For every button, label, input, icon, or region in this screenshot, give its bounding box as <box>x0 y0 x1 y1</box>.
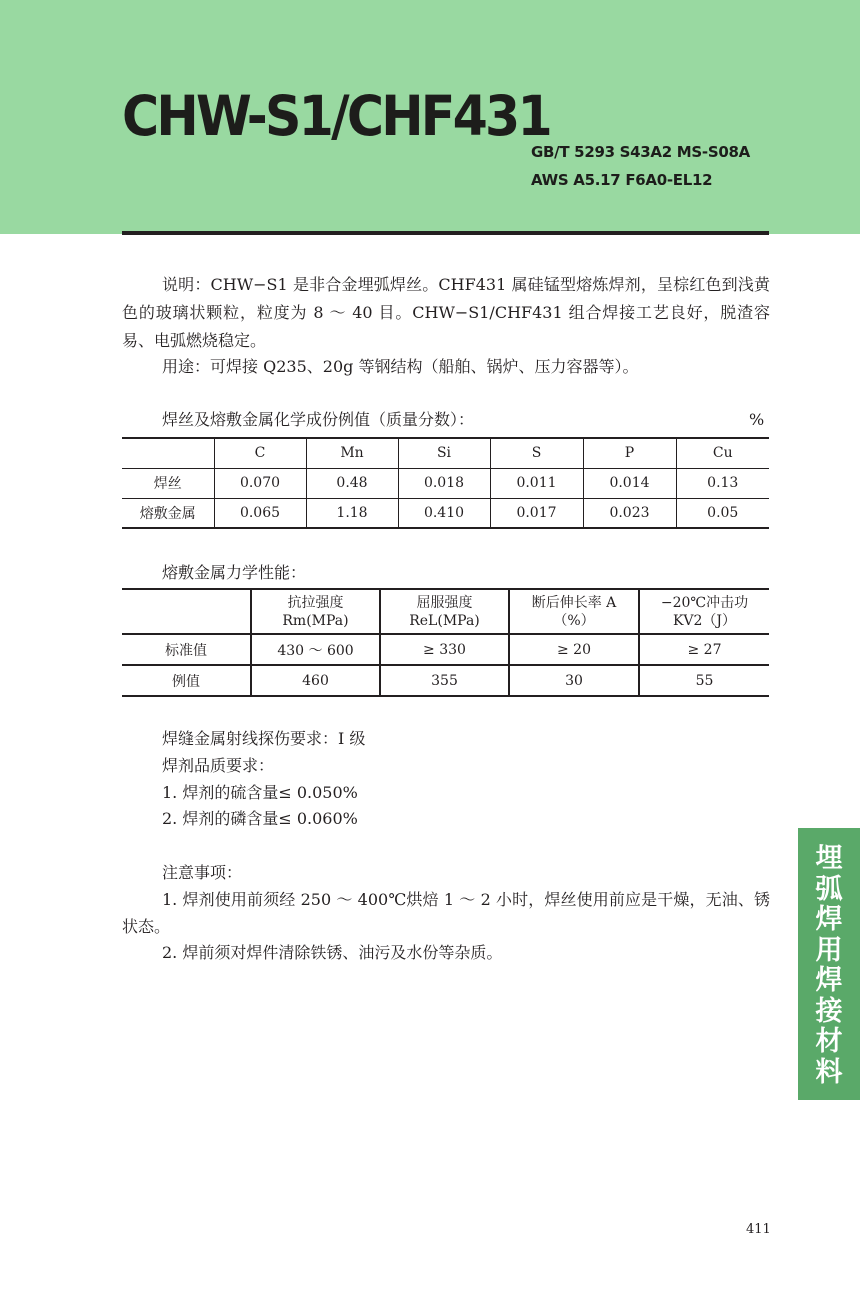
chemical-header-cell: Si <box>398 438 490 468</box>
mechanical-header-row <box>122 589 769 634</box>
radiography-line <box>162 726 365 752</box>
table-cell: 430 ～ 600 <box>251 634 380 665</box>
table-cell: 0.014 <box>583 468 676 498</box>
row-label: 例值 <box>122 665 251 696</box>
chemical-header-row <box>122 438 769 468</box>
side-tab-char: 用 <box>815 934 843 966</box>
table-row <box>122 468 769 498</box>
radiography-label: 焊缝金属射线探伤要求 <box>162 729 323 748</box>
table-cell: 55 <box>639 665 769 696</box>
table-cell: 0.13 <box>676 468 769 498</box>
table-cell: 0.410 <box>398 498 490 528</box>
product-title: CHW-S1/CHF431 <box>122 84 550 148</box>
header-line: 屈服强度 <box>416 594 473 611</box>
standard-aws: AWS A5.17 F6A0-EL12 <box>531 171 713 189</box>
row-label: 熔敷金属 <box>122 498 214 528</box>
table-cell: 30 <box>509 665 639 696</box>
mechanical-header-cell <box>122 589 251 634</box>
side-tab-char: 弧 <box>815 873 843 905</box>
chemical-header-cell: Mn <box>306 438 398 468</box>
mechanical-title: 熔敷金属力学性能： <box>162 563 307 582</box>
notes-title: 注意事项： <box>162 863 243 882</box>
table-cell: 0.017 <box>490 498 583 528</box>
side-tab-char: 材 <box>815 1026 843 1057</box>
side-tab-char: 料 <box>815 1056 843 1088</box>
row-label: 焊丝 <box>122 468 214 498</box>
table-cell: 0.05 <box>676 498 769 528</box>
header-line: KV2（J） <box>672 612 737 629</box>
header-line: ReL(MPa) <box>409 612 480 629</box>
chemical-header-cell: C <box>214 438 306 468</box>
chemical-title: 焊丝及熔敷金属化学成份例值（质量分数）： <box>162 410 475 429</box>
header-line: （%） <box>553 612 595 629</box>
table-cell: 0.018 <box>398 468 490 498</box>
flux-quality-item: 1. 焊剂的硫含量≤ 0.050% <box>162 783 358 802</box>
table-cell: 0.023 <box>583 498 676 528</box>
radiography-value: ：I 级 <box>322 729 366 748</box>
table-cell: 0.070 <box>214 468 306 498</box>
mechanical-header-cell <box>251 589 380 634</box>
table-cell: 0.065 <box>214 498 306 528</box>
mechanical-header-cell <box>509 589 639 634</box>
table-row <box>122 498 769 528</box>
side-tab-char: 焊 <box>815 904 843 935</box>
mechanical-header-cell <box>380 589 509 634</box>
table-cell: 0.011 <box>490 468 583 498</box>
flux-quality-title: 焊剂品质要求： <box>162 756 275 775</box>
header-rule <box>122 231 769 235</box>
description-label: 说明： <box>162 275 211 294</box>
usage-text: ：可焊接 Q235、20g 等钢结构（船舶、锅炉、压力容器等）。 <box>194 357 639 376</box>
side-tab-label <box>798 844 860 1088</box>
row-label: 标准值 <box>122 634 251 665</box>
mechanical-table <box>122 588 769 697</box>
header-line: 断后伸长率 A <box>531 594 617 611</box>
header-line: 抗拉强度 <box>287 594 344 611</box>
mechanical-header-cell <box>639 589 769 634</box>
description-text: CHW−S1 是非合金埋弧焊丝。CHF431 属硅锰型熔炼焊剂，呈棕红色到浅黄色的玻璃状颗粒，粒度为 8 ～ 40 目。CHW−S1/CHF431 组合焊接工艺良好，脱渣容易、电弧燃烧稳定。 <box>122 275 770 350</box>
usage-line <box>162 354 638 380</box>
table-cell: 0.48 <box>306 468 398 498</box>
table-cell: ≥ 330 <box>380 634 509 665</box>
notes-item-1: 1. 焊剂使用前须经 250 ～ 400℃烘焙 1 ～ 2 小时，焊丝使用前应是干燥，无油、锈状态。 <box>122 890 770 936</box>
table-row <box>122 665 769 696</box>
chemical-header-cell: Cu <box>676 438 769 468</box>
chemical-header-cell <box>122 438 214 468</box>
side-tab-char: 焊 <box>815 965 843 996</box>
side-tab-char: 接 <box>815 995 843 1027</box>
description-paragraph <box>122 271 770 355</box>
table-cell: 355 <box>380 665 509 696</box>
side-tab-char: 埋 <box>815 843 843 874</box>
header-line: −20℃冲击功 <box>660 594 749 611</box>
table-cell: ≥ 27 <box>639 634 769 665</box>
chemical-table <box>122 437 769 529</box>
standard-gb: GB/T 5293 S43A2 MS-S08A <box>531 143 750 161</box>
table-cell: ≥ 20 <box>509 634 639 665</box>
notes-item-2: 2. 焊前须对焊件清除铁锈、油污及水份等杂质。 <box>162 943 503 962</box>
chemical-unit: % <box>749 410 765 429</box>
page-number: 411 <box>746 1222 771 1237</box>
table-cell: 1.18 <box>306 498 398 528</box>
usage-label: 用途 <box>162 357 195 376</box>
header-line: Rm(MPa) <box>282 612 349 629</box>
header-band <box>0 0 860 234</box>
chemical-header-cell: S <box>490 438 583 468</box>
flux-quality-item: 2. 焊剂的磷含量≤ 0.060% <box>162 809 358 828</box>
table-cell: 460 <box>251 665 380 696</box>
section-side-tab <box>798 828 860 1100</box>
chemical-header-cell: P <box>583 438 676 468</box>
table-row <box>122 634 769 665</box>
